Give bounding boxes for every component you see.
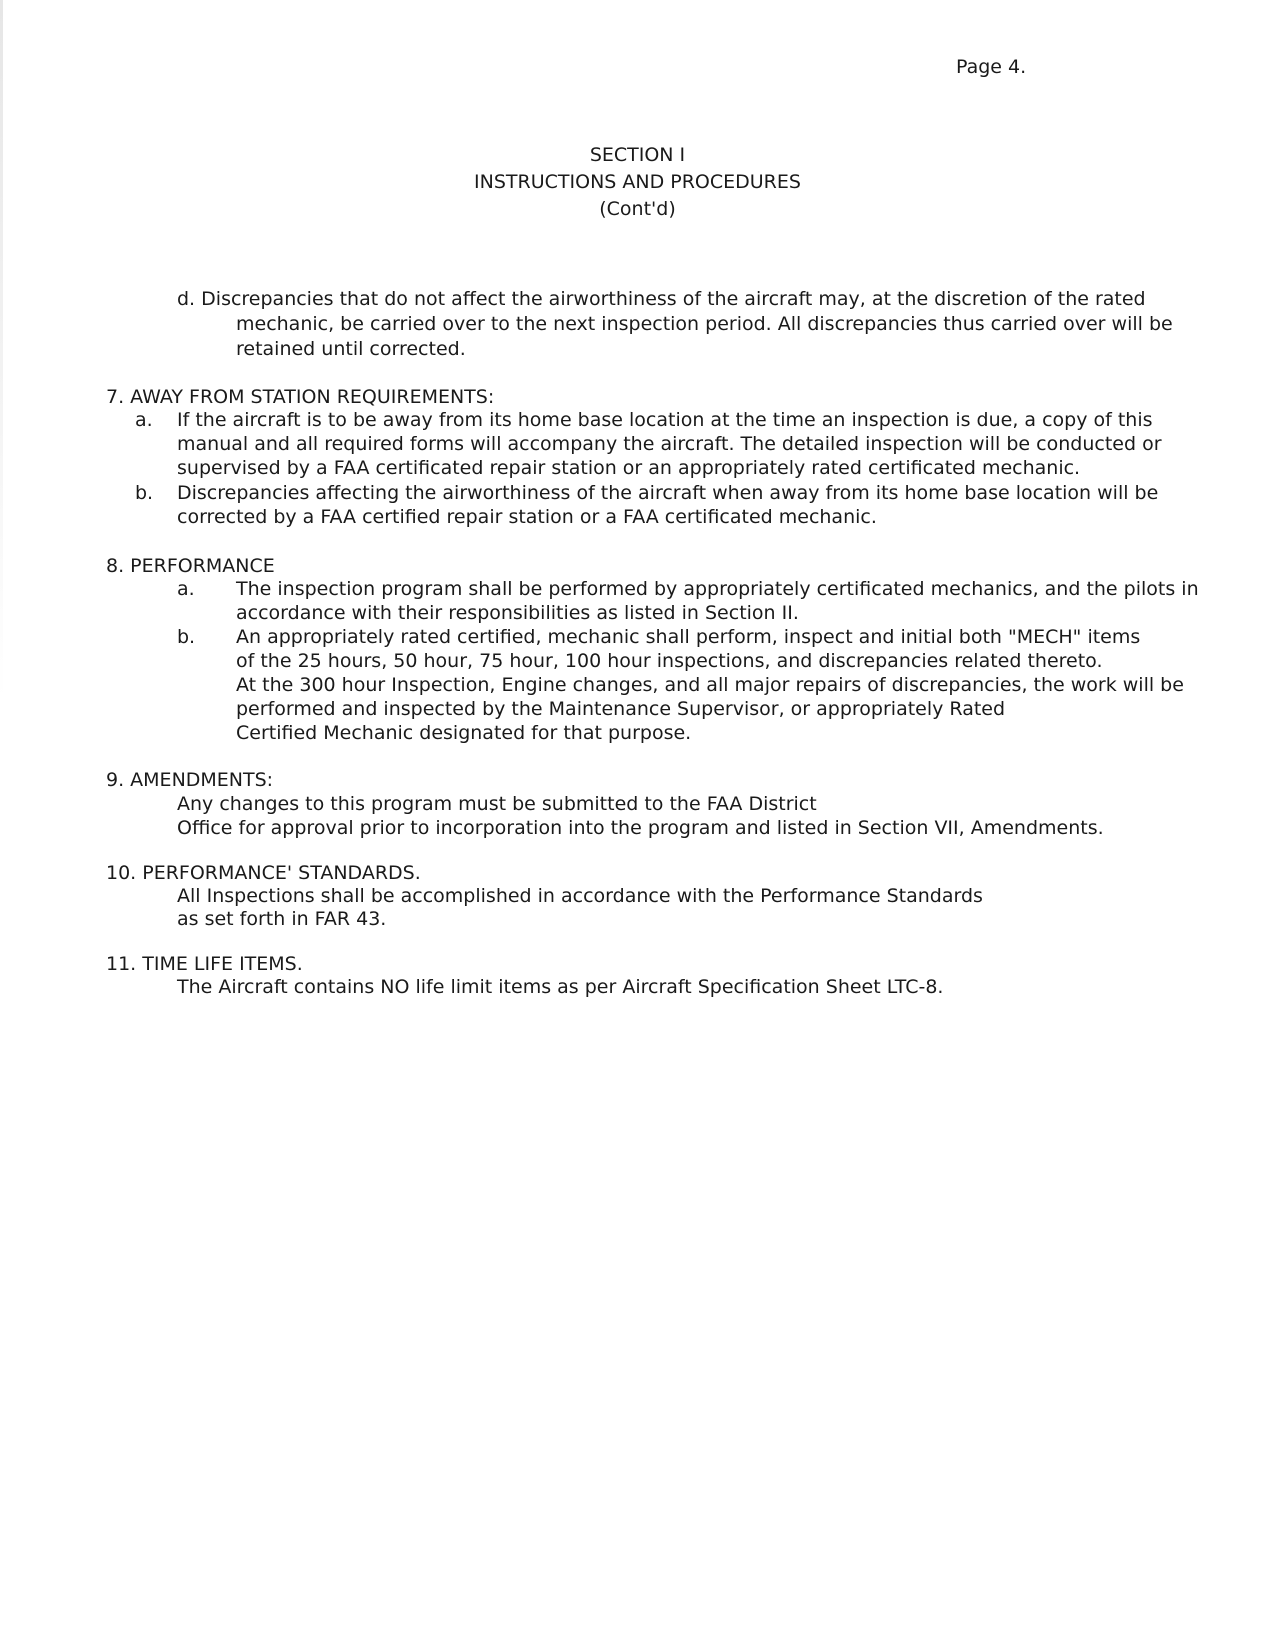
section-10-line: All Inspections shall be accomplished in accordance with the Performance Standards xyxy=(177,885,983,907)
section-9-title: 9. AMENDMENTS: xyxy=(106,769,274,791)
section-9-line: Any changes to this program must be submitted to the FAA District xyxy=(177,793,817,815)
section-8-b-line: At the 300 hour Inspection, Engine changes, and all major repairs of discrepancies, the work will be xyxy=(236,674,1184,696)
section-8-a-line: accordance with their responsibilities as listed in Section II. xyxy=(236,602,799,624)
section-9-line: Office for approval prior to incorporation into the program and listed in Section VII, Amendments. xyxy=(177,817,1104,839)
heading-continued: (Cont'd) xyxy=(599,198,676,220)
section-10-line: as set forth in FAR 43. xyxy=(177,908,387,930)
section-7-a-line: If the aircraft is to be away from its home base location at the time an inspection is due, a copy of this xyxy=(177,409,1153,431)
section-7-a-label: a. xyxy=(135,409,153,431)
item-d-label: d. xyxy=(177,288,196,310)
scan-edge-shadow xyxy=(0,0,3,700)
item-d-continuation-line: mechanic, be carried over to the next inspection period. All discrepancies thus carried over will be xyxy=(236,313,1173,335)
item-d-text: Discrepancies that do not affect the airworthiness of the aircraft may, at the discretion of the rated xyxy=(201,288,1146,310)
section-8-a-line: The inspection program shall be performed by appropriately certificated mechanics, and the pilots in xyxy=(236,578,1199,600)
item-d-continuation-line: retained until corrected. xyxy=(236,338,466,360)
section-8-b-line: An appropriately rated certified, mechanic shall perform, inspect and initial both "MECH" items xyxy=(236,626,1141,648)
heading-section-title: SECTION I xyxy=(589,144,686,166)
section-8-b-line: of the 25 hours, 50 hour, 75 hour, 100 hour inspections, and discrepancies related thereto. xyxy=(236,650,1103,672)
section-11-title: 11. TIME LIFE ITEMS. xyxy=(106,953,303,975)
section-7-b-line: Discrepancies affecting the airworthiness of the aircraft when away from its home base location will be xyxy=(177,482,1159,504)
page-number: Page 4. xyxy=(956,56,1027,78)
section-8-b-label: b. xyxy=(177,626,196,648)
section-8-a-label: a. xyxy=(177,578,195,600)
section-10-title: 10. PERFORMANCE' STANDARDS. xyxy=(106,862,421,884)
section-8-title: 8. PERFORMANCE xyxy=(106,555,275,577)
section-7-b-line: corrected by a FAA certified repair station or a FAA certificated mechanic. xyxy=(177,506,877,528)
section-7-a-line: supervised by a FAA certificated repair station or an appropriately rated certificated mechanic. xyxy=(177,457,1081,479)
heading-subtitle: INSTRUCTIONS AND PROCEDURES xyxy=(474,171,801,193)
section-heading xyxy=(0,142,1275,223)
section-7-a-line: manual and all required forms will accompany the aircraft. The detailed inspection will be conducted or xyxy=(177,433,1162,455)
section-7-title: 7. AWAY FROM STATION REQUIREMENTS: xyxy=(106,386,495,408)
section-8-b-line: Certified Mechanic designated for that purpose. xyxy=(236,722,692,744)
section-11-line: The Aircraft contains NO life limit items as per Aircraft Specification Sheet LTC-8. xyxy=(177,976,944,998)
section-7-b-label: b. xyxy=(135,482,154,504)
section-8-b-line: performed and inspected by the Maintenance Supervisor, or appropriately Rated xyxy=(236,698,1006,720)
